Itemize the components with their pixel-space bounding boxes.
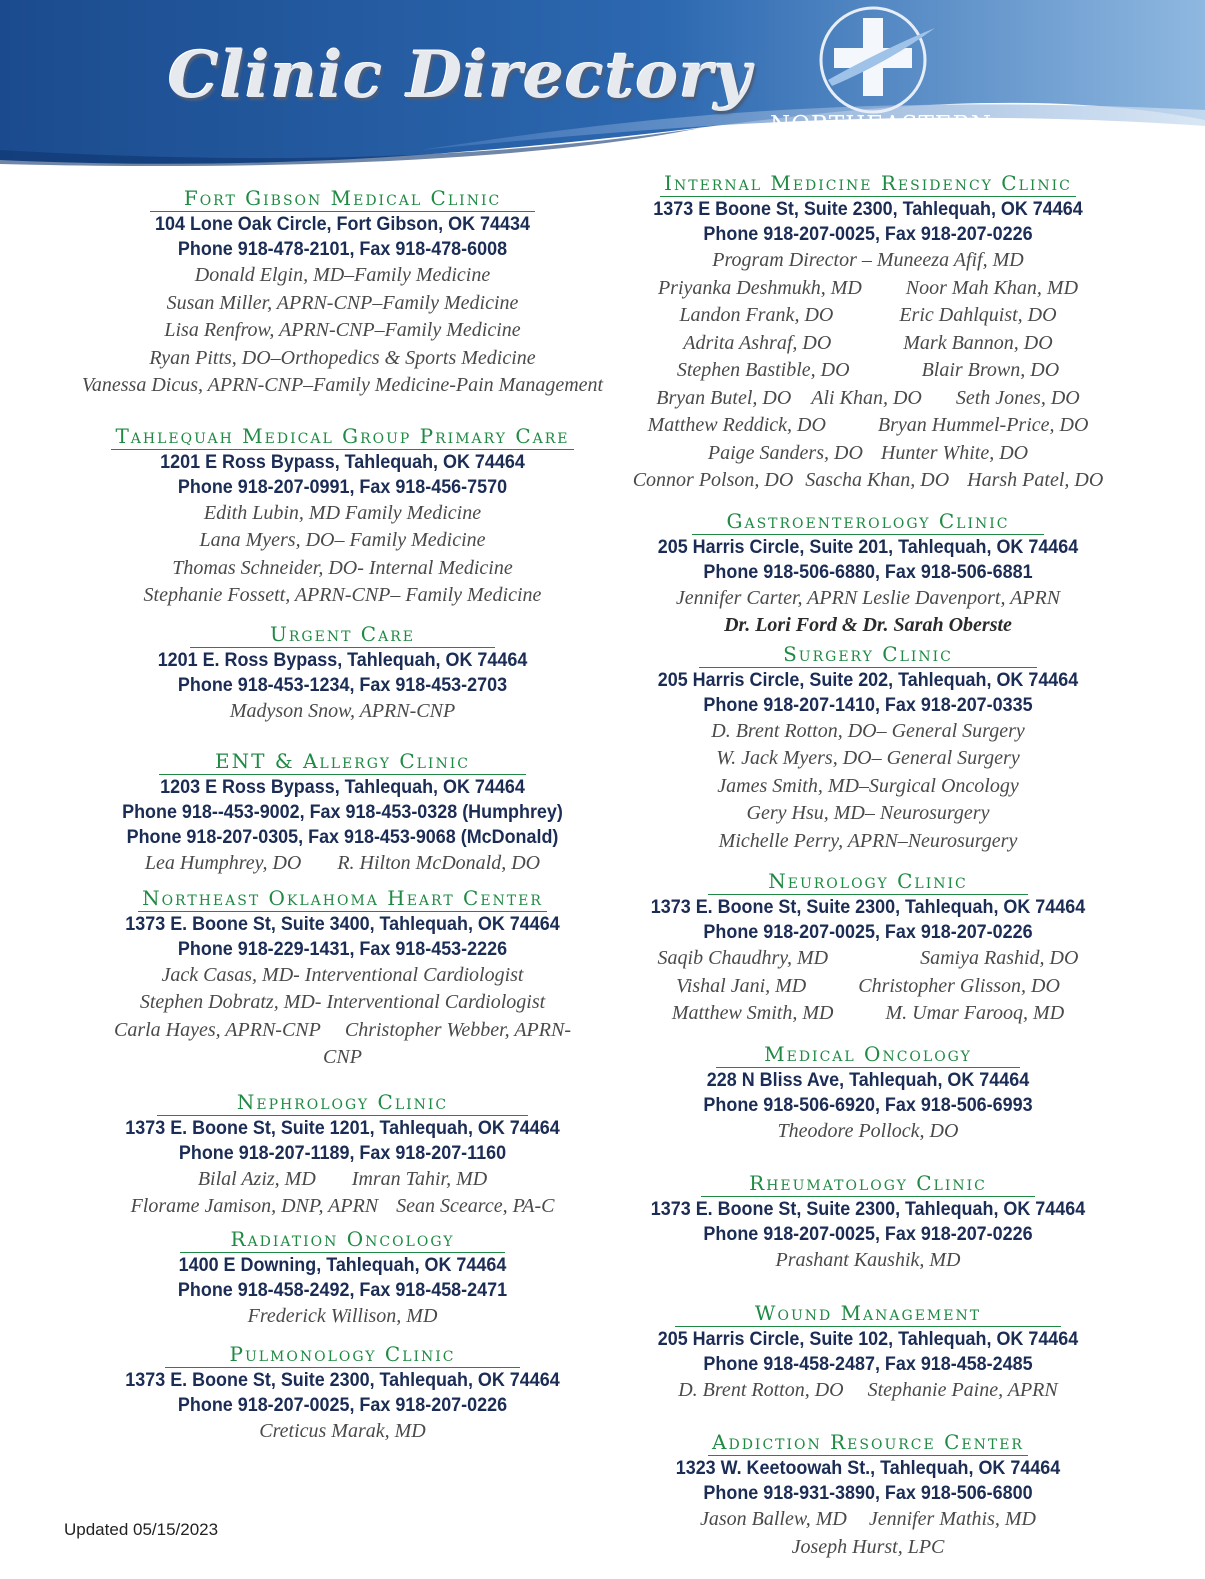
clinic-phone: Phone 918-207-0991, Fax 918-456-7570: [177, 475, 508, 498]
staff-row: [618, 357, 1118, 385]
clinic-radiation-oncology: [70, 1227, 615, 1331]
staff-row: [70, 1193, 615, 1221]
staff-member: D. Brent Rotton, DO: [678, 1378, 844, 1401]
clinic-address: 1373 E. Boone St, Suite 3400, Tahlequah, OK 74464: [125, 912, 560, 935]
clinic-address: 1373 E. Boone St, Suite 2300, Tahlequah, OK 74464: [650, 1198, 1086, 1220]
clinic-address: 1201 E. Ross Bypass, Tahlequah, OK 74464: [157, 648, 528, 671]
clinic-address: 104 Lone Oak Circle, Fort Gibson, OK 74434: [155, 213, 530, 235]
staff-row: [618, 945, 1118, 973]
clinic-address: 1373 E. Boone St, Suite 1201, Tahlequah, OK 74464: [125, 1116, 560, 1139]
staff-member: Matthew Smith, MD: [671, 1002, 834, 1024]
staff-member: Saqib Chaudhry, MD: [657, 947, 829, 969]
staff-row: [618, 1506, 1118, 1534]
staff-member: Seth Jones, DO: [955, 386, 1080, 409]
clinic-address: 1373 E. Boone St, Suite 2300, Tahlequah, OK 74464: [125, 1369, 560, 1391]
clinic-internal-medicine-residency: [618, 171, 1118, 495]
clinic-name: Medical Oncology: [716, 1042, 1020, 1068]
staff-member: Jennifer Carter, APRN Leslie Davenport, APRN: [675, 586, 1061, 609]
staff-row: [618, 302, 1118, 330]
clinic-address: 205 Harris Circle, Suite 201, Tahlequah, OK 74464: [657, 535, 1079, 558]
clinic-urgent-care: [70, 622, 615, 726]
clinic-name: Urgent Care: [190, 622, 495, 648]
staff-member: Lea Humphrey, DO: [144, 852, 302, 874]
staff-member: Lisa Renfrow, APRN-CNP–Family Medicine: [164, 319, 521, 341]
staff-member: Eric Dahlquist, DO: [899, 304, 1057, 326]
staff-member: Sean Scearce, PA-C: [396, 1195, 555, 1217]
staff-member: Jason Ballew, MD: [699, 1508, 847, 1530]
clinic-address: 1203 E Ross Bypass, Tahlequah, OK 74464: [160, 776, 525, 798]
clinic-phone: Phone 918-458-2487, Fax 918-458-2485: [703, 1352, 1033, 1375]
staff-row: [618, 973, 1118, 1001]
staff-row: [618, 385, 1118, 413]
staff-member: Ryan Pitts, DO–Orthopedics & Sports Medicine: [149, 346, 536, 369]
staff-member: Adrita Ashraf, DO: [683, 331, 832, 354]
staff-member: Prashant Kaushik, MD: [775, 1249, 961, 1271]
page-title: Clinic Directory: [168, 38, 753, 113]
staff-row: [70, 850, 615, 878]
staff-member: Imran Tahir, MD: [351, 1167, 488, 1190]
staff-member: Jack Casas, MD- Interventional Cardiologist: [161, 963, 524, 986]
staff-member: Frederick Willison, MD: [247, 1304, 438, 1327]
staff-member: Mark Bannon, DO: [903, 331, 1053, 354]
staff-row: [70, 1166, 615, 1194]
staff-member: Stephen Dobratz, MD- Interventional Cardiologist: [139, 991, 546, 1013]
clinic-phone: Phone 918-931-3890, Fax 918-506-6800: [703, 1482, 1033, 1504]
brand-logo: [770, 112, 993, 146]
staff-member: Christopher Glisson, DO: [858, 974, 1060, 997]
staff-member: Connor Polson, DO: [632, 469, 794, 491]
staff-member: Vanessa Dicus, APRN-CNP–Family Medicine-Pain Management: [81, 374, 604, 396]
staff-member: CNP: [323, 1046, 362, 1068]
clinic-phone: Phone 918-207-1410, Fax 918-207-0335: [703, 693, 1033, 716]
staff-row: [618, 330, 1118, 358]
staff-member: Joseph Hurst, LPC: [791, 1535, 945, 1558]
staff-member: Matthew Reddick, DO: [647, 414, 826, 436]
clinic-address: 1373 E. Boone St, Suite 2300, Tahlequah, OK 74464: [650, 896, 1086, 918]
clinic-phone: Phone 918-207-0025, Fax 918-207-0226: [177, 1394, 508, 1416]
clinic-address: 1201 E Ross Bypass, Tahlequah, OK 74464: [160, 450, 525, 473]
clinic-phone: Phone 918-207-0025, Fax 918-207-0226: [703, 921, 1033, 943]
clinic-name: Fort Gibson Medical Clinic: [150, 186, 535, 212]
staff-member: Sascha Khan, DO: [805, 469, 950, 491]
clinic-nephrology: [70, 1090, 615, 1221]
clinic-phone: Phone 918-506-6920, Fax 918-506-6993: [703, 1093, 1033, 1116]
clinic-rheumatology: [618, 1171, 1118, 1275]
clinic-phone: Phone 918-229-1431, Fax 918-453-2226: [177, 937, 508, 960]
staff-member: Lana Myers, DO– Family Medicine: [199, 529, 486, 551]
staff-member: Michelle Perry, APRN–Neurosurgery: [718, 829, 1018, 852]
clinic-address: 1373 E Boone St, Suite 2300, Tahlequah, OK 74464: [653, 198, 1083, 220]
clinic-name: Nephrology Clinic: [157, 1090, 528, 1116]
staff-row: [618, 467, 1118, 495]
staff-member: Stephen Bastible, DO: [676, 359, 850, 381]
brand-name: NORTHEASTERN: [770, 112, 993, 138]
clinic-phone: Phone 918-453-1234, Fax 918-453-2703: [177, 673, 508, 696]
clinic-medical-oncology: [618, 1042, 1118, 1146]
clinic-phone: Phone 918-506-6880, Fax 918-506-6881: [703, 560, 1033, 583]
clinic-name: Neurology Clinic: [708, 869, 1027, 895]
clinic-phone: Phone 918-207-0025, Fax 918-207-0226: [703, 1223, 1033, 1245]
staff-member: Theodore Pollock, DO: [777, 1119, 959, 1142]
staff-member: Blair Brown, DO: [921, 359, 1060, 381]
staff-member: Priyanka Deshmukh, MD: [657, 276, 862, 299]
clinic-name: Tahlequah Medical Group Primary Care: [111, 424, 573, 450]
clinic-phone: Phone 918-478-2101, Fax 918-478-6008: [177, 238, 508, 260]
staff-row: [618, 1377, 1118, 1405]
staff-member: Stephanie Paine, APRN: [867, 1378, 1058, 1401]
staff-member: W. Jack Myers, DO– General Surgery: [716, 747, 1020, 769]
staff-member: Program Director – Muneeza Afif, MD: [712, 249, 1024, 271]
clinic-gastroenterology: [618, 509, 1118, 640]
staff-member: M. Umar Farooq, MD: [885, 1002, 1065, 1024]
clinic-ne-oklahoma-heart-center: [70, 886, 615, 1072]
clinic-name: Pulmonology Clinic: [165, 1342, 519, 1368]
staff-member: Creticus Marak, MD: [259, 1420, 426, 1442]
staff-member: Florame Jamison, DNP, APRN: [130, 1195, 379, 1217]
clinic-name: Internal Medicine Residency Clinic: [660, 171, 1076, 197]
staff-member: Jennifer Mathis, MD: [868, 1508, 1036, 1530]
clinic-address: 205 Harris Circle, Suite 202, Tahlequah, OK 74464: [657, 668, 1079, 691]
left-column: [70, 186, 615, 1446]
clinic-ent-allergy: [70, 749, 615, 878]
clinic-name: Addiction Resource Center: [708, 1430, 1028, 1456]
staff-row: [618, 275, 1118, 303]
staff-member: Ali Khan, DO: [811, 386, 922, 409]
clinic-address: 228 N Bliss Ave, Tahlequah, OK 74464: [706, 1068, 1030, 1091]
clinic-phone-secondary: Phone 918-207-0305, Fax 918-453-9068 (McDonald): [126, 826, 559, 848]
staff-row: [618, 1000, 1118, 1028]
staff-member: Thomas Schneider, DO- Internal Medicine: [172, 556, 513, 579]
staff-member: Madyson Snow, APRN-CNP: [229, 699, 456, 722]
clinic-surgery: [618, 642, 1118, 856]
staff-member: Hunter White, DO: [880, 441, 1029, 464]
updated-date: Updated 05/15/2023: [64, 1520, 219, 1539]
clinic-phone: Phone 918--453-9002, Fax 918-453-0328 (Humphrey): [122, 801, 563, 823]
staff-member: Bilal Aziz, MD: [197, 1167, 316, 1190]
staff-member: Samiya Rashid, DO: [920, 947, 1079, 969]
brand-subtitle: HEALTH SYSTEM: [808, 135, 940, 146]
clinic-phone: Phone 918-207-1189, Fax 918-207-1160: [178, 1141, 507, 1164]
staff-member: Harsh Patel, DO: [967, 469, 1104, 491]
clinic-tahlequah-medical-group: [70, 424, 615, 610]
staff-member: Vishal Jani, MD: [676, 974, 807, 997]
staff-member: R. Hilton McDonald, DO: [337, 852, 541, 874]
clinic-fort-gibson: [70, 186, 615, 400]
staff-member: James Smith, MD–Surgical Oncology: [717, 774, 1019, 797]
staff-member: Landon Frank, DO: [679, 304, 834, 326]
staff-member: D. Brent Rotton, DO– General Surgery: [711, 719, 1025, 742]
staff-member: Gery Hsu, MD– Neurosurgery: [746, 802, 990, 824]
clinic-phone: Phone 918-458-2492, Fax 918-458-2471: [177, 1278, 508, 1301]
staff-member: Christopher Webber, APRN-: [344, 1018, 571, 1041]
staff-member: Noor Mah Khan, MD: [905, 276, 1079, 299]
clinic-address: 1323 W. Keetoowah St., Tahlequah, OK 74464: [675, 1457, 1061, 1479]
staff-member: Susan Miller, APRN-CNP–Family Medicine: [166, 291, 519, 314]
staff-member: Donald Elgin, MD–Family Medicine: [194, 264, 491, 286]
staff-member: Paige Sanders, DO: [707, 441, 863, 464]
clinic-name: Radiation Oncology: [180, 1227, 504, 1253]
clinic-phone: Phone 918-207-0025, Fax 918-207-0226: [703, 223, 1033, 245]
clinic-name: Surgery Clinic: [699, 642, 1037, 668]
clinic-addiction-resource-center: [618, 1430, 1118, 1561]
clinic-address: 1400 E Downing, Tahlequah, OK 74464: [178, 1253, 507, 1276]
staff-member: Dr. Lori Ford & Dr. Sarah Oberste: [724, 614, 1012, 636]
clinic-address: 205 Harris Circle, Suite 102, Tahlequah, OK 74464: [657, 1327, 1079, 1350]
staff-member: Carla Hayes, APRN-CNP: [114, 1018, 321, 1041]
clinic-wound-management: [618, 1301, 1118, 1405]
clinic-name: Gastroenterology Clinic: [692, 509, 1043, 535]
clinic-neurology: [618, 869, 1118, 1028]
staff-row: [618, 412, 1118, 440]
staff-row: [70, 1017, 615, 1045]
clinic-name: Wound Management: [675, 1301, 1061, 1327]
clinic-name: Rheumatology Clinic: [701, 1171, 1035, 1197]
right-column: [618, 171, 1118, 1561]
clinic-pulmonology: [70, 1342, 615, 1446]
staff-member: Stephanie Fossett, APRN-CNP– Family Medicine: [143, 584, 542, 606]
clinic-name: Northeast Oklahoma Heart Center: [138, 886, 547, 912]
staff-member: Bryan Butel, DO: [656, 386, 792, 409]
staff-member: Edith Lubin, MD Family Medicine: [203, 501, 482, 524]
clinic-name: ENT & Allergy Clinic: [159, 749, 526, 775]
staff-row: [618, 440, 1118, 468]
staff-member: Bryan Hummel-Price, DO: [877, 414, 1089, 436]
